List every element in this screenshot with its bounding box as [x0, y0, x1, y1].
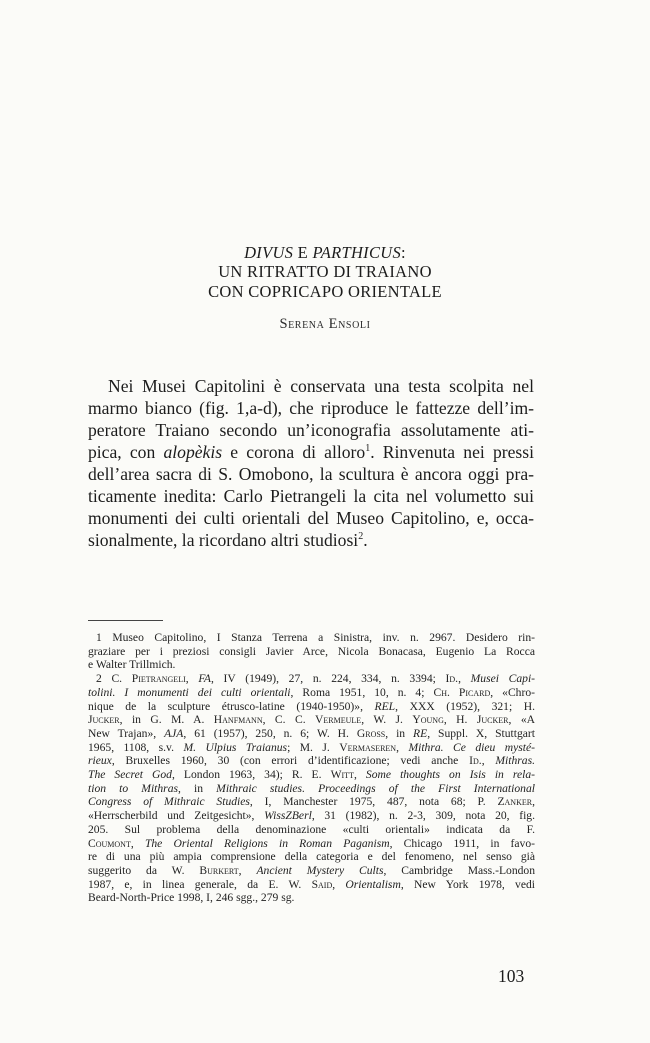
footnote-line: re di una più ampia comprensione della categoria e del fenomeno, nel senso già [88, 850, 535, 864]
page-number: 103 [498, 966, 525, 986]
body-line: monumenti dei culti orientali del Museo Capitolino, e, occa- [88, 508, 534, 528]
footnote-line: nique de la sculpture étrusco-latine (1940-1950)», REL, XXX (1952), 321; H. [88, 699, 535, 713]
footnote-line: 1987, e, in linea generale, da E. W. Said, Orientalism, New York 1978, vedi [88, 877, 536, 891]
title-parthicus: PARTHICUS [312, 243, 402, 262]
footnote-line: 1965, 1108, s.v. M. Ulpius Traianus; M. J. Vermaseren, Mithra. Ce dieu mysté- [88, 740, 536, 754]
footnote-line: tion to Mithras, in Mithraic studies. Proceedings of the First International [88, 781, 535, 795]
body-text-run: . [363, 530, 368, 550]
body-line [88, 441, 534, 463]
body-text-run: pica, con [88, 442, 164, 462]
article-title-line-1 [0, 243, 650, 263]
title-divus: DIVUS [244, 243, 294, 262]
footnote-line: tolini. I monumenti dei culti orientali, Roma 1951, 10, n. 4; Ch. Picard, «Chro- [88, 685, 535, 699]
body-text-run: sionalmente, la ricordano altri studiosi [88, 530, 359, 550]
author-name: Serena Ensoli [279, 316, 371, 332]
body-paragraph [88, 375, 534, 551]
body-line: ticamente inedita: Carlo Pietrangeli la cita nel volumetto sui [88, 486, 534, 506]
footnote-ref-2[interactable]: 2 [358, 531, 364, 543]
footnote-divider [88, 620, 163, 621]
footnote-line: 2 C. Pietrangeli, FA, IV (1949), 27, n. 224, 334, n. 3394; Id., Musei Capi- [96, 672, 536, 686]
title-conjunction: E [293, 243, 313, 262]
footnote-line: rieux, Bruxelles 1960, 30 (con errori d’identificazione; vedi anche Id., Mithras. [88, 754, 536, 768]
footnote-ref-1[interactable]: 1 [365, 443, 371, 455]
body-text-run: . Rinvenuta nei pressi [370, 442, 535, 462]
footnote-line: 205. Sul problema della denominazione «culti orientali» indicata da F. [88, 822, 535, 836]
footnote-line: e Walter Trillmich. [88, 658, 176, 672]
body-line: marmo bianco (fig. 1,a-d), che riproduce le fattezze dell’im- [88, 398, 534, 418]
footnote-line: New Trajan», AJA, 61 (1957), 250, n. 6; W. H. Gross, in RE, Suppl. X, Stuttgart [88, 726, 535, 740]
article-title-line-3: CON COPRICAPO ORIENTALE [208, 282, 442, 301]
footnote-line: The Secret God, London 1963, 34); R. E. Witt, Some thoughts on Isis in rela- [88, 768, 536, 782]
footnote-line: graziare per i preziosi consigli Javier Arce, Nicola Bonacasa, Eugenio La Rocca [88, 644, 535, 658]
footnote-line: Coumont, The Oriental Religions in Roman Paganism, Chicago 1911, in favo- [88, 836, 536, 850]
footnote-line: suggerito da W. Burkert, Ancient Mystery Cults, Cambridge Mass.-London [88, 863, 536, 877]
footnotes [88, 631, 535, 905]
footnote-line: Congress of Mithraic Studies, I, Manchester 1975, 487, nota 68; P. Zanker, [88, 795, 535, 809]
body-line: peratore Traiano secondo un’iconografia assolutamente ati- [88, 420, 534, 440]
footnote-line: Beard-North-Price 1998, I, 246 sgg., 279 sg. [88, 891, 295, 905]
footnote-line: «Herrscherbild und Zeitgesicht», WissZBerl, 31 (1982), n. 2-3, 309, nota 20, fig. [88, 809, 536, 823]
footnote-line: 1 Museo Capitolino, I Stanza Terrena a Sinistra, inv. n. 2967. Desidero rin- [96, 631, 535, 644]
body-italic-term: alopèkis [163, 442, 223, 462]
body-line: dell’area sacra di S. Omobono, la scultura è ancora oggi pra- [88, 464, 534, 484]
body-line: Nei Musei Capitolini è conservata una testa scolpita nel [108, 376, 534, 396]
body-line [88, 529, 534, 551]
body-text-run: e corona di alloro [222, 442, 366, 462]
article-title-line-2: UN RITRATTO DI TRAIANO [218, 262, 432, 281]
footnote-line: Jucker, in G. M. A. Hanfmann, C. C. Vermeule, W. J. Young, H. Jucker, «A [88, 713, 535, 727]
title-colon: : [401, 243, 406, 262]
